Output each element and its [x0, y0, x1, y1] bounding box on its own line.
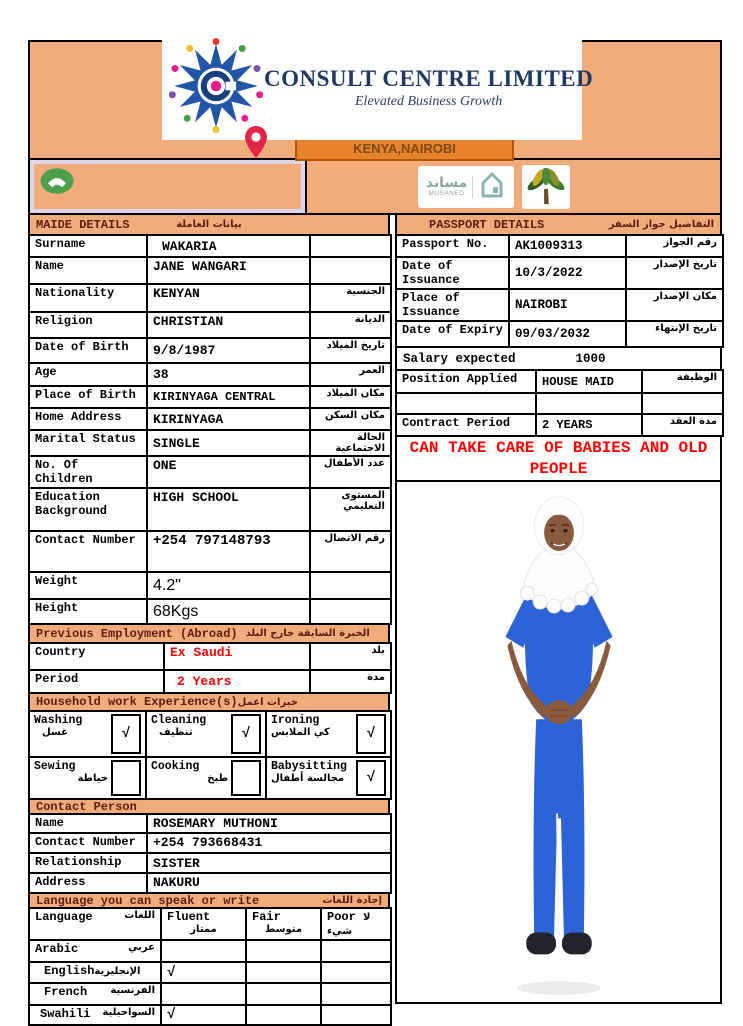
field-label: Name	[29, 257, 147, 284]
passport-details-title-ar: التفاصيل جواز السفر	[608, 219, 714, 230]
fair-col-header	[246, 908, 321, 940]
maide-details-header	[28, 213, 390, 236]
table-row	[29, 257, 391, 284]
prev-employment-header	[28, 623, 390, 644]
language-text: French	[44, 985, 88, 999]
household-item-label: Cleaning	[151, 714, 207, 727]
field-value: SISTER	[147, 853, 391, 873]
field-value: ONE	[147, 456, 310, 488]
table-row	[29, 1005, 391, 1025]
table-row	[29, 386, 391, 408]
table-row	[29, 456, 391, 488]
field-label: Address	[29, 873, 147, 893]
header-text-ar: اللغات	[124, 910, 155, 921]
field-label-ar	[310, 257, 391, 284]
whatsapp-icon	[38, 183, 76, 201]
musaned-english-text: MUSANED	[428, 190, 465, 198]
poor-cell	[321, 983, 391, 1005]
field-label: Passport No.	[396, 235, 509, 257]
field-label: Marital Status	[29, 430, 147, 456]
field-label: Contract Period	[396, 414, 536, 436]
household-item-ar: طبخ	[207, 773, 228, 784]
household-item-label: Sewing	[34, 760, 76, 773]
poor-cell	[321, 962, 391, 983]
table-row	[29, 757, 391, 799]
field-label-ar: بلد	[310, 643, 391, 670]
language-text-ar: عربي	[128, 942, 155, 953]
field-label-ar: مكان السكن	[310, 408, 391, 430]
field-label-ar: رقم الاتصال	[310, 531, 391, 572]
field-label-ar: تاريخ الميلاد	[310, 338, 391, 363]
field-label-ar: مكان الميلاد	[310, 386, 391, 408]
table-row	[396, 414, 723, 436]
household-header	[28, 692, 390, 712]
language-text-ar: الفرنسية	[110, 985, 155, 996]
table-row	[29, 363, 391, 386]
field-value: JANE WANGARI	[147, 257, 310, 284]
field-label: Place of Issuance	[396, 289, 509, 321]
passport-table	[395, 234, 724, 348]
poor-col-header	[321, 908, 391, 940]
field-value: CHRISTIAN	[147, 312, 310, 338]
field-label: Education Background	[29, 488, 147, 531]
header-text-ar: لا شيء	[327, 912, 371, 937]
household-babysitting	[266, 757, 391, 799]
fluent-cell	[161, 983, 246, 1005]
company-tagline: Elevated Business Growth	[355, 94, 503, 109]
field-label-ar: المستوى التعليمي	[310, 488, 391, 531]
field-label: Height	[29, 599, 147, 624]
table-row	[29, 670, 391, 693]
field-value: 68Kgs	[147, 599, 310, 624]
household-item-ar: غسل	[42, 727, 68, 738]
table-row	[396, 257, 723, 289]
prev-employment-title: Previous Employment (Abroad)	[36, 626, 238, 641]
household-title: Household work Experience(s)	[36, 695, 238, 709]
maide-details-table	[28, 234, 392, 625]
table-row	[29, 983, 391, 1005]
ironing-checkbox	[356, 714, 386, 754]
cooking-checkbox	[231, 760, 261, 796]
field-label: Name	[29, 814, 147, 833]
prev-employment-title-ar: الخبرة السابقة خارج البلد	[245, 628, 370, 639]
table-row	[29, 408, 391, 430]
table-row	[29, 962, 391, 983]
language-name	[29, 940, 161, 962]
contact-person-title: Contact Person	[36, 799, 137, 814]
field-value: 38	[147, 363, 310, 386]
household-table	[28, 710, 392, 800]
field-label: Place of Birth	[29, 386, 147, 408]
location-pin-icon	[244, 124, 268, 160]
field-label-ar: عدد الأطفال	[310, 456, 391, 488]
field-label-ar	[310, 235, 391, 257]
table-row	[29, 873, 391, 893]
ministry-palm-icon	[522, 165, 570, 209]
language-text: Swahili	[40, 1007, 91, 1021]
whatsapp-box	[30, 160, 307, 213]
field-value: HOUSE MAID	[536, 370, 642, 393]
table-row	[29, 833, 391, 853]
household-title-ar: خبرات اعمل	[237, 696, 298, 708]
passport-details-column	[395, 215, 722, 1004]
field-value: KIRINYAGA	[147, 408, 310, 430]
poor-cell	[321, 940, 391, 962]
table-row	[29, 312, 391, 338]
washing-checkbox	[111, 714, 141, 754]
household-item-label: Ironing	[271, 714, 320, 727]
table-row	[396, 370, 723, 393]
skills-note: CAN TAKE CARE OF BABIES AND OLD PEOPLE	[395, 435, 722, 482]
language-text-ar: الإنجليزية	[94, 966, 141, 977]
applicant-photo	[395, 480, 722, 1004]
language-header	[28, 892, 390, 909]
cleaning-checkbox	[231, 714, 261, 754]
field-label: Relationship	[29, 853, 147, 873]
empty-cell	[396, 393, 536, 414]
company-name: CONSULT CENTRE LIMITED	[264, 66, 594, 91]
field-label-ar: الديانة	[310, 312, 391, 338]
table-row	[29, 940, 391, 962]
maide-details-title: MAIDE DETAILS	[36, 217, 130, 232]
musaned-wordmark	[426, 176, 474, 198]
fluent-cell: √	[161, 1005, 246, 1025]
contact-person-header	[28, 798, 390, 815]
field-label: Country	[29, 643, 164, 670]
table-row	[29, 430, 391, 456]
field-label: Date of Expiry	[396, 321, 509, 347]
field-label: Weight	[29, 572, 147, 599]
header-text: Fluent	[167, 910, 211, 924]
passport-details-header	[395, 213, 722, 236]
fair-cell	[246, 940, 321, 962]
fair-cell	[246, 962, 321, 983]
language-name	[29, 1005, 161, 1025]
household-sewing	[29, 757, 146, 799]
language-name	[29, 962, 161, 983]
field-label: Religion	[29, 312, 147, 338]
fluent-cell	[161, 940, 246, 962]
field-label: Contact Number	[29, 833, 147, 853]
table-row	[29, 531, 391, 572]
field-label-ar: مدة العقد	[642, 414, 723, 436]
field-label-ar	[310, 572, 391, 599]
table-row	[29, 853, 391, 873]
language-text: English	[44, 964, 95, 978]
check-mark: √	[241, 726, 251, 742]
fluent-cell: √	[161, 962, 246, 983]
salary-value: 1000	[575, 351, 606, 366]
empty-cell	[642, 393, 723, 414]
field-label-ar: تاريخ الإصدار	[626, 257, 723, 289]
household-cooking	[146, 757, 266, 799]
musaned-house-icon	[478, 170, 506, 205]
field-value: NAIROBI	[509, 289, 626, 321]
check-mark: √	[366, 726, 376, 742]
table-row	[396, 321, 723, 347]
language-text: Arabic	[35, 942, 79, 956]
table-row	[29, 599, 391, 624]
babysitting-checkbox	[356, 760, 386, 796]
empty-cell	[536, 393, 642, 414]
location-banner: KENYA,NAIROBI	[295, 136, 514, 161]
field-label-ar: الجنسية	[310, 284, 391, 312]
field-value: Ex Saudi	[164, 643, 310, 670]
language-name	[29, 983, 161, 1005]
table-row-empty	[396, 393, 723, 414]
field-value: NAKURU	[147, 873, 391, 893]
sewing-checkbox	[111, 760, 141, 796]
contact-person-table	[28, 813, 392, 894]
field-label: Home Address	[29, 408, 147, 430]
table-row	[396, 289, 723, 321]
poor-cell	[321, 1005, 391, 1025]
field-label: Contact Number	[29, 531, 147, 572]
header-text: Poor	[327, 910, 356, 924]
language-col-header	[29, 908, 161, 940]
household-item-ar: خياطة	[77, 773, 108, 784]
field-value: WAKARIA	[147, 235, 310, 257]
musaned-arabic-text: مساند	[425, 175, 468, 192]
household-item-label: Babysitting	[271, 760, 347, 773]
applicant-photo-figure	[481, 486, 637, 1002]
salary-row	[395, 346, 722, 371]
field-value: KIRINYAGA CENTRAL	[147, 386, 310, 408]
field-value: +254 797148793	[147, 531, 310, 572]
check-mark: √	[121, 726, 131, 742]
field-value: 4.2"	[147, 572, 310, 599]
field-label: Surname	[29, 235, 147, 257]
header-text-ar: ممتاز	[190, 924, 217, 935]
language-title-ar: إجادة اللغات	[322, 895, 382, 906]
musaned-logo	[418, 166, 514, 208]
field-value: AK1009313	[509, 235, 626, 257]
household-item-label: Washing	[34, 714, 83, 727]
field-value: SINGLE	[147, 430, 310, 456]
field-label: Nationality	[29, 284, 147, 312]
field-value: ROSEMARY MUTHONI	[147, 814, 391, 833]
field-value: HIGH SCHOOL	[147, 488, 310, 531]
fluent-col-header	[161, 908, 246, 940]
household-item-label: Cooking	[151, 760, 200, 773]
field-label-ar: تاريخ الإنتهاء	[626, 321, 723, 347]
household-cleaning	[146, 711, 266, 757]
table-row	[29, 338, 391, 363]
field-value: 09/03/2032	[509, 321, 626, 347]
field-label-ar: الحالة الاجتماعية	[310, 430, 391, 456]
field-label-ar: الوظيفة	[642, 370, 723, 393]
table-row	[29, 908, 391, 940]
logo-strip	[28, 158, 722, 215]
header-text-ar: متوسط	[264, 924, 303, 935]
table-row	[29, 814, 391, 833]
language-title: Language you can speak or write	[36, 893, 260, 908]
prev-employment-table	[28, 642, 392, 694]
table-row	[29, 572, 391, 599]
table-row	[396, 235, 723, 257]
field-label: No. Of Children	[29, 456, 147, 488]
field-value: 2 Years	[164, 670, 310, 693]
field-value: 9/8/1987	[147, 338, 310, 363]
maide-details-column	[28, 215, 390, 1026]
field-label: Position Applied	[396, 370, 536, 393]
field-label-ar: رقم الجواز	[626, 235, 723, 257]
check-mark: √	[366, 770, 376, 786]
header-text: Language	[35, 910, 93, 924]
whatsapp-box-inner	[34, 164, 301, 209]
header-text: Fair	[252, 910, 281, 924]
company-logo-box	[162, 36, 594, 140]
language-text-ar: السواحيلية	[102, 1007, 155, 1018]
field-label: Period	[29, 670, 164, 693]
field-value: 2 YEARS	[536, 414, 642, 436]
brand-text	[264, 66, 593, 110]
salary-label: Salary expected	[403, 351, 516, 366]
fair-cell	[246, 1005, 321, 1025]
household-ironing	[266, 711, 391, 757]
household-washing	[29, 711, 146, 757]
position-table	[395, 369, 724, 437]
table-row	[29, 711, 391, 757]
field-label: Date of Issuance	[396, 257, 509, 289]
field-value: +254 793668431	[147, 833, 391, 853]
table-row	[29, 488, 391, 531]
agency-logos	[418, 165, 570, 209]
field-value: KENYAN	[147, 284, 310, 312]
field-label-ar: مكان الإصدار	[626, 289, 723, 321]
table-row	[29, 235, 391, 257]
field-label-ar: العمر	[310, 363, 391, 386]
passport-details-title: PASSPORT DETAILS	[429, 217, 545, 232]
maide-details-title-ar: بيانات العاملة	[176, 219, 242, 230]
table-row	[29, 643, 391, 670]
field-value: 10/3/2022	[509, 257, 626, 289]
household-item-ar: تنظيف	[159, 727, 193, 738]
table-row	[29, 284, 391, 312]
household-item-ar: كي الملابس	[271, 727, 330, 738]
fair-cell	[246, 983, 321, 1005]
field-label: Age	[29, 363, 147, 386]
field-label-ar: مدة	[310, 670, 391, 693]
language-table	[28, 907, 392, 1026]
field-label: Date of Birth	[29, 338, 147, 363]
household-item-ar: مجالسة أطفال	[271, 773, 345, 784]
field-label-ar	[310, 599, 391, 624]
